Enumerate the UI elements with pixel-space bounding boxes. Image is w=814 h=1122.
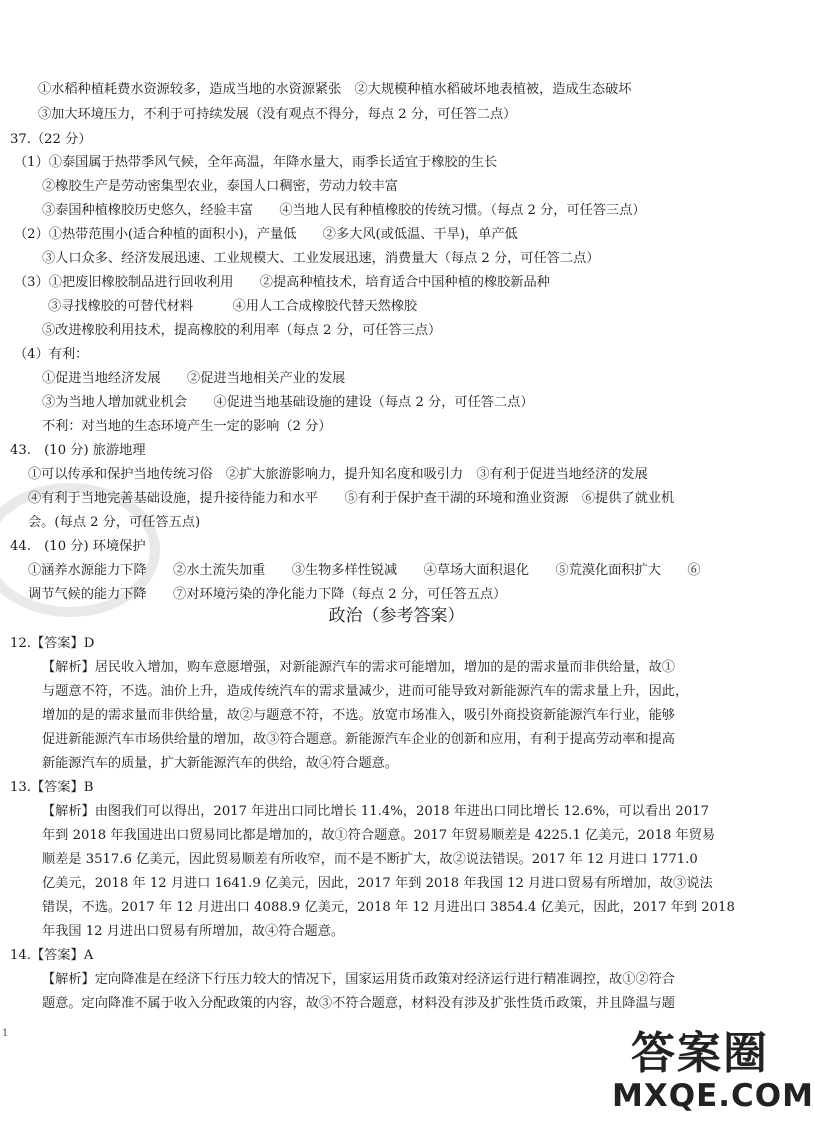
text-line: 调节气候的能力下降 ⑦对环境污染的净化能力下降（每点 2 分，可任答五点） <box>28 587 507 602</box>
text-line: ⑤改进橡胶利用技术，提高橡胶的利用率（每点 2 分，可任答三点） <box>42 323 442 338</box>
text-line: 14.【答案】A <box>10 948 94 963</box>
text-line: 43. (10 分) 旅游地理 <box>10 443 146 458</box>
text-line: 不利：对当地的生态环境产生一定的影响（2 分） <box>42 419 332 434</box>
text-line: 增加的是的需求量而非供给量，故②与题意不符，不选。放宽市场准入，吸引外商投资新能源汽车行业，能够 <box>42 708 675 723</box>
text-line: 错误，不选。2017 年 12 月进出口 4088.9 亿美元，2018 年 12 月进出口 3854.4 亿美元，因此，2017 年到 2018 <box>42 900 735 915</box>
text-line: ④有利于当地完善基础设施，提升接待能力和水平 ⑤有利于保护查干湖的环境和渔业资源 ⑥提供了就业机 <box>28 491 675 506</box>
text-line: ①水稻种植耗费水资源较多，造成当地的水资源紧张 ②大规模种植水稻破坏地表植被，造成生态破坏 <box>38 82 632 97</box>
section-title: 政治（参考答案） <box>328 606 465 626</box>
watermark-logo <box>612 1028 814 1114</box>
page-number: 1 <box>2 1028 9 1039</box>
text-line: 与题意不符，不选。油价上升，造成传统汽车的需求量减少，进而可能导致对新能源汽车的需求量上升，因此， <box>42 684 689 699</box>
text-line: ③泰国种植橡胶历史悠久，经验丰富 ④当地人民有种植橡胶的传统习惯。（每点 2 分，可任答三点） <box>42 203 646 218</box>
text-line: ③人口众多、经济发展迅速、工业规模大、工业发展迅速，消费量大（每点 2 分，可任答二点） <box>42 251 600 266</box>
text-line: ③为当地人增加就业机会 ④促进当地基础设施的建设（每点 2 分，可任答二点） <box>42 395 534 410</box>
watermark-url-text: MXQE.COM <box>612 1078 814 1114</box>
text-line: 新能源汽车的质量，扩大新能源汽车的供给，故④符合题意。 <box>42 756 399 771</box>
text-line: 13.【答案】B <box>10 780 94 795</box>
text-line: （3）①把废旧橡胶制品进行回收利用 ②提高种植技术，培育适合中国种植的橡胶新品种 <box>14 275 550 290</box>
text-line: ①可以传承和保护当地传统习俗 ②扩大旅游影响力，提升知名度和吸引力 ③有利于促进当地经济的发展 <box>28 467 648 482</box>
text-line: （2）①热带范围小(适合种植的面积小)，产量低 ②多大风(或低温、干旱)，单产低 <box>14 227 518 242</box>
watermark-top-text: 答案圈 <box>631 1028 769 1079</box>
text-line: 会。(每点 2 分，可任答五点) <box>28 515 201 530</box>
text-line: 【解析】居民收入增加，购车意愿增强，对新能源汽车的需求可能增加，增加的是的需求量而非供给量，故① <box>42 660 675 675</box>
text-line: 促进新能源汽车市场供给量的增加，故③符合题意。新能源汽车企业的创新和应用，有利于提高劳动率和提高 <box>42 732 675 747</box>
text-line: 亿美元，2018 年 12 月进口 1641.9 亿美元，因此，2017 年到 2018 年我国 12 月进口贸易有所增加，故③说法 <box>42 876 713 891</box>
text-line: 题意。定向降准不属于收入分配政策的内容，故③不符合题意，材料没有涉及扩张性货币政策，并且降温与题 <box>42 996 675 1011</box>
text-line: ②橡胶生产是劳动密集型农业，泰国人口稠密，劳动力较丰富 <box>42 179 399 194</box>
text-line: 【解析】由图我们可以得出，2017 年进出口同比增长 11.4%，2018 年进出口同比增长 12.6%，可以看出 2017 <box>42 804 709 819</box>
text-line: 【解析】定向降准是在经济下行压力较大的情况下，国家运用货币政策对经济运行进行精准调控，故①②符合 <box>42 972 675 987</box>
text-line: 37.（22 分） <box>10 132 92 147</box>
text-line: （4）有利： <box>14 347 89 362</box>
text-line: 顺差是 3517.6 亿美元，因此贸易顺差有所收窄，而不是不断扩大，故②说法错误。2017 年 12 月进口 1771.0 <box>42 852 698 867</box>
text-line: （1）①泰国属于热带季风气候，全年高温，年降水量大，雨季长适宜于橡胶的生长 <box>14 155 498 170</box>
text-line: ①涵养水源能力下降 ②水土流失加重 ③生物多样性锐减 ④草场大面积退化 ⑤荒漠化面积扩大 ⑥ <box>28 563 701 578</box>
text-line: 年我国 12 月进出口贸易有所增加，故④符合题意。 <box>42 924 345 939</box>
text-line: 年到 2018 年我国进出口贸易同比都是增加的，故①符合题意。2017 年贸易顺差是 4225.1 亿美元，2018 年贸易 <box>42 828 716 843</box>
text-line: ③加大环境压力，不利于可持续发展（没有观点不得分，每点 2 分，可任答二点） <box>38 107 517 122</box>
text-line: 12.【答案】D <box>10 636 95 651</box>
text-line: ③寻找橡胶的可替代材料 ④用人工合成橡胶代替天然橡胶 <box>48 299 418 314</box>
text-line: 44. (10 分) 环境保护 <box>10 539 146 554</box>
text-line: ①促进当地经济发展 ②促进当地相关产业的发展 <box>42 371 346 386</box>
